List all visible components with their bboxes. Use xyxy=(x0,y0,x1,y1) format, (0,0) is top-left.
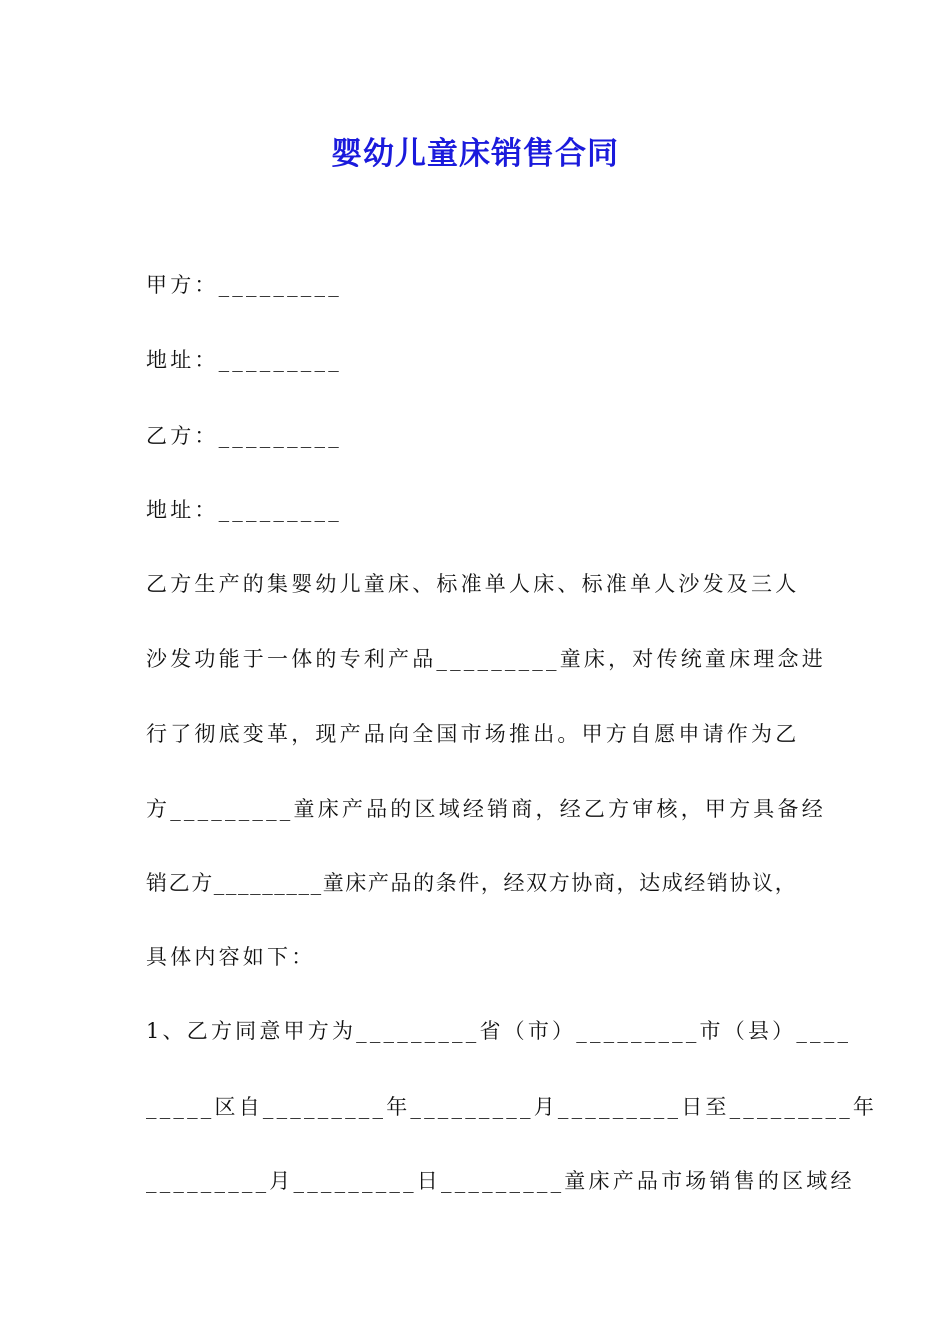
body-text-line: 方_________童床产品的区域经销商，经乙方审核，甲方具备经 xyxy=(146,797,826,821)
party-b-line: 乙方：_________ xyxy=(146,424,342,448)
clause-1-line: _________月_________日_________童床产品市场销售的区域经 xyxy=(146,1169,855,1193)
body-text-line: 销乙方_________童床产品的条件，经双方协商，达成经销协议， xyxy=(146,871,798,895)
party-b-address-line: 地址：_________ xyxy=(146,498,342,522)
party-a-address-line: 地址：_________ xyxy=(146,348,342,372)
body-text-line: 具体内容如下： xyxy=(146,945,316,969)
party-a-line: 甲方：_________ xyxy=(146,273,342,297)
body-text-line: 乙方生产的集婴幼儿童床、标准单人床、标准单人沙发及三人 xyxy=(146,572,800,596)
clause-1-line: _____区自_________年_________月_________日至_________年 xyxy=(146,1095,878,1119)
body-text-line: 行了彻底变革，现产品向全国市场推出。甲方自愿申请作为乙 xyxy=(146,722,800,746)
document-title: 婴幼儿童床销售合同 xyxy=(331,136,619,172)
body-text-line: 沙发功能于一体的专利产品_________童床，对传统童床理念进 xyxy=(146,647,826,671)
clause-1-line: 1、乙方同意甲方为_________省（市）_________市（县）____ xyxy=(146,1019,852,1043)
